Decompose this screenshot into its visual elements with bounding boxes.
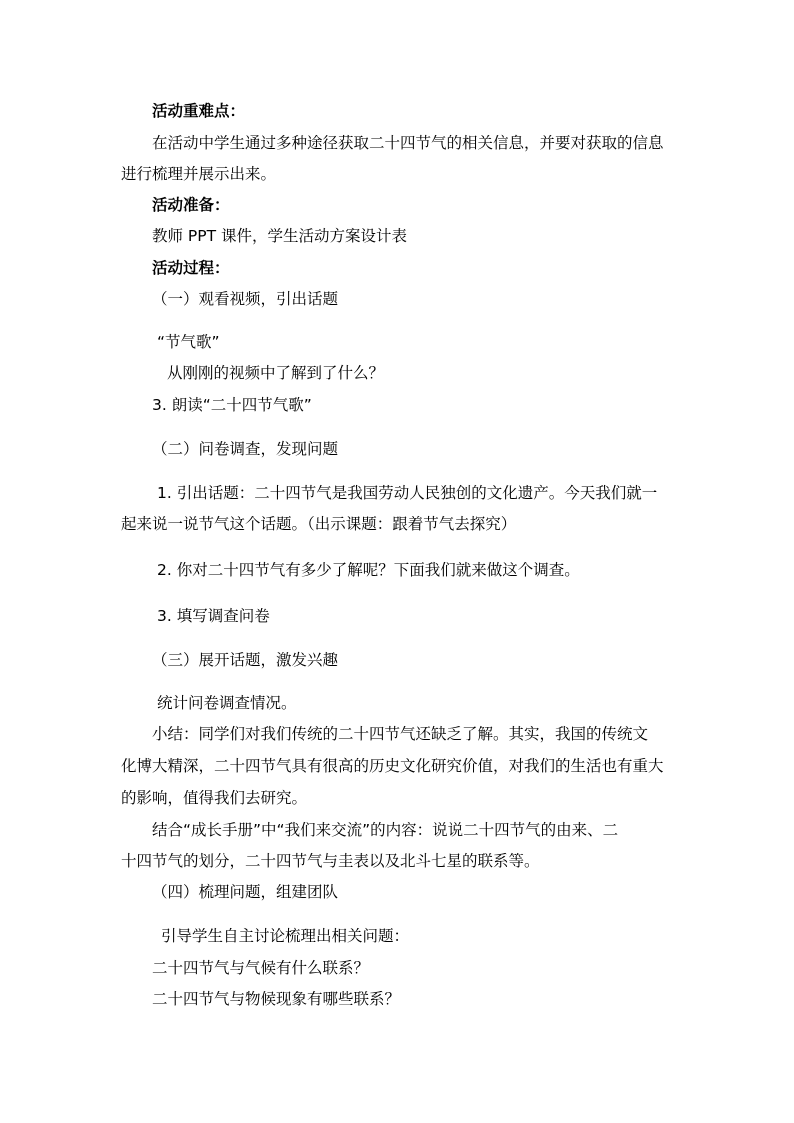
process-heading: 活动过程： [152,259,230,277]
section-2-title: （二）问卷调查，发现问题 [152,440,339,458]
section-1-title: （一）观看视频，引出话题 [152,290,339,308]
section-4-guide: 引导学生自主讨论梳理出相关问题： [161,927,410,945]
section-3-summary-line-3: 的影响，值得我们去研究。 [121,789,308,807]
section-2-item-1-line-1: 1. 引出话题：二十四节气是我国劳动人民独创的文化遗产。今天我们就一 [157,484,658,502]
section-2-item-2: 2. 你对二十四节气有多少了解呢？下面我们就来做这个调查。 [157,561,580,579]
preparation-text: 教师 PPT 课件，学生活动方案设计表 [152,227,408,245]
difficulty-text-line-1: 在活动中学生通过多种途径获取二十四节气的相关信息，并要对获取的信息 [152,134,664,152]
preparation-heading: 活动准备： [152,196,230,214]
section-1-item-1: “节气歌” [157,333,220,351]
section-3-stats: 统计问卷调查情况。 [157,694,297,712]
section-3-title: （三）展开话题，激发兴趣 [152,651,339,669]
section-4-question-2: 二十四节气与物候现象有哪些联系？ [152,990,401,1008]
section-4-question-1: 二十四节气与气候有什么联系？ [152,959,370,977]
section-3-summary-line-1: 小结：同学们对我们传统的二十四节气还缺乏了解。其实，我国的传统文 [152,725,649,743]
section-4-title: （四）梳理问题，组建团队 [152,883,339,901]
difficulty-text-line-2: 进行梳理并展示出来。 [121,165,277,183]
section-3-combine-line-1: 结合“成长手册”中“我们来交流”的内容：说说二十四节气的由来、二 [152,821,619,839]
section-2-item-1-line-2: 起来说一说节气这个话题。（出示课题：跟着节气去探究） [121,515,517,533]
section-1-item-2: 从刚刚的视频中了解到了什么？ [167,364,385,382]
section-1-item-3: 3. 朗读“二十四节气歌” [152,396,312,414]
difficulty-heading: 活动重难点： [152,102,246,120]
section-3-summary-line-2: 化博大精深，二十四节气具有很高的历史文化研究价值，对我们的生活也有重大 [121,757,664,775]
section-2-item-3: 3. 填写调查问卷 [157,607,270,625]
section-3-combine-line-2: 十四节气的划分，二十四节气与圭表以及北斗七星的联系等。 [121,852,540,870]
